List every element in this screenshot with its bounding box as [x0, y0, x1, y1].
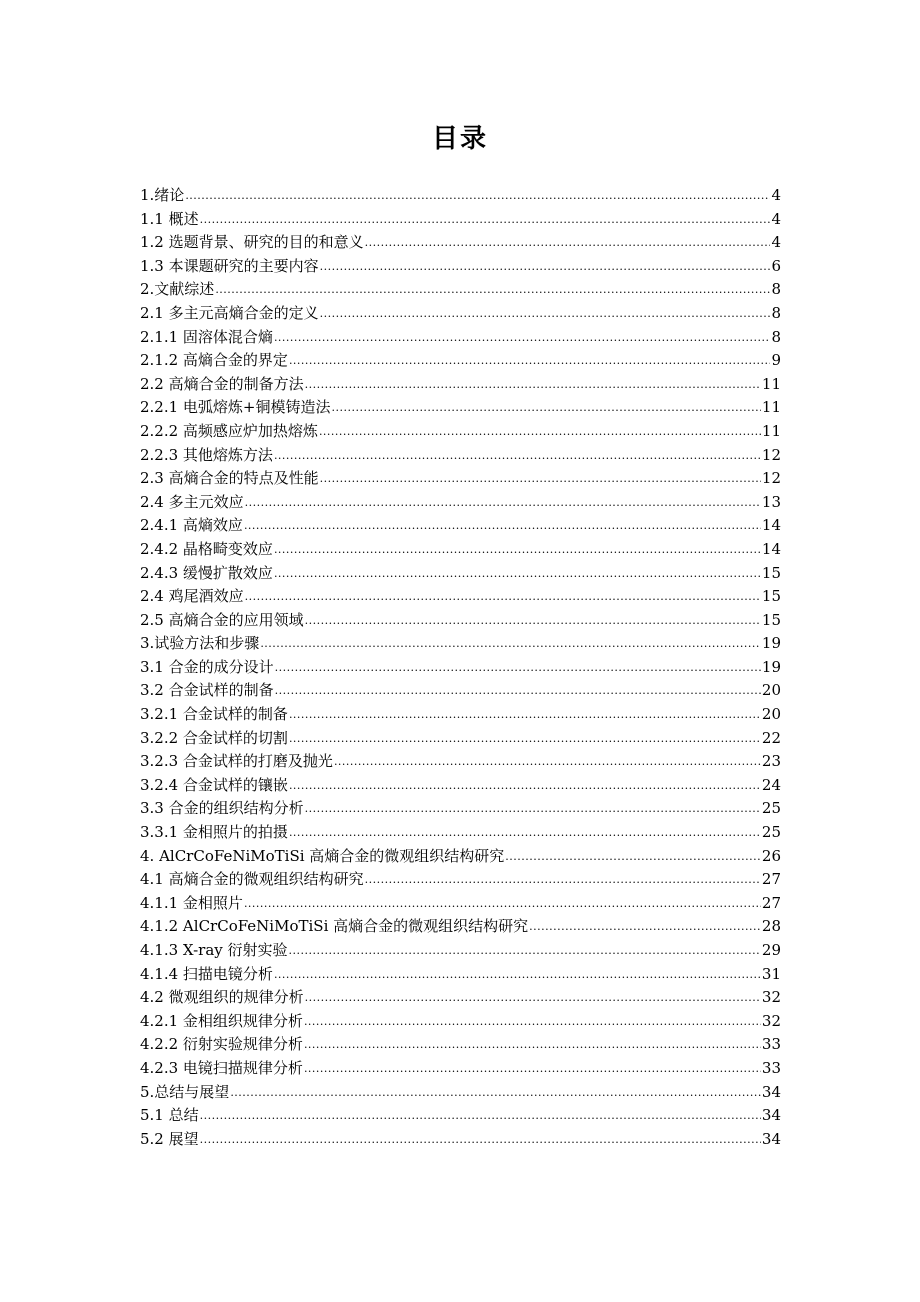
toc-page-number: 19	[761, 634, 781, 653]
toc-page-number: 20	[761, 681, 781, 700]
toc-entry-title: 1.绪论	[140, 186, 185, 204]
toc-page-number: 8	[771, 303, 781, 322]
toc-page-number: 33	[761, 1058, 781, 1077]
toc-entry[interactable]	[140, 184, 781, 208]
toc-leader-dots	[305, 797, 761, 821]
toc-entry-title: 2.4.2 晶格畸变效应	[140, 539, 273, 558]
toc-page-number: 4	[771, 186, 781, 204]
toc-entry-title: 4. AlCrCoFeNiMoTiSi 高熵合金的微观组织结构研究	[140, 846, 505, 865]
toc-entry-title: 4.1.1 金相照片	[140, 893, 243, 912]
toc-entry[interactable]	[140, 420, 781, 444]
toc-entry-title: 2.4.1 高熵效应	[140, 516, 243, 535]
toc-entry-title: 3.试验方法和步骤	[140, 634, 260, 653]
toc-page-number: 9	[771, 351, 781, 370]
toc-entry-title: 1.3 本课题研究的主要内容	[140, 256, 319, 275]
toc-page-number: 15	[761, 587, 781, 606]
toc-entry[interactable]	[140, 797, 781, 821]
toc-entry[interactable]	[140, 278, 781, 302]
toc-page-number: 26	[761, 846, 781, 865]
toc-entry-title: 4.1.3 X-ray 衍射实验	[140, 941, 288, 959]
toc-entry-title: 3.1 合金的成分设计	[140, 657, 274, 676]
toc-page-number: 31	[761, 964, 781, 983]
toc-entry[interactable]	[140, 750, 781, 774]
toc-leader-dots	[274, 562, 761, 586]
toc-page-number: 29	[761, 941, 781, 959]
toc-entry[interactable]	[140, 727, 781, 751]
toc-entry-title: 4.1.4 扫描电镜分析	[140, 964, 273, 983]
toc-leader-dots	[320, 302, 771, 326]
toc-leader-dots	[305, 986, 761, 1010]
toc-leader-dots	[289, 939, 761, 963]
toc-leader-dots	[274, 963, 761, 987]
toc-entry[interactable]	[140, 1128, 781, 1152]
toc-leader-dots	[274, 444, 761, 468]
toc-entry-title: 1.1 概述	[140, 209, 199, 228]
toc-entry[interactable]	[140, 892, 781, 916]
toc-page-number: 15	[761, 610, 781, 629]
toc-entry[interactable]	[140, 373, 781, 397]
toc-page-number: 22	[761, 728, 781, 747]
toc-entry[interactable]	[140, 467, 781, 491]
toc-page-number: 32	[761, 1011, 781, 1030]
toc-leader-dots	[289, 703, 761, 727]
toc-page-number: 11	[761, 374, 781, 393]
toc-leader-dots	[365, 231, 771, 255]
toc-entry[interactable]	[140, 255, 781, 279]
toc-leader-dots	[274, 326, 771, 350]
toc-page-number: 12	[761, 469, 781, 488]
toc-entry-title: 4.1 高熵合金的微观组织结构研究	[140, 870, 364, 889]
toc-entry[interactable]	[140, 656, 781, 680]
toc-entry[interactable]	[140, 491, 781, 515]
toc-page-number: 15	[761, 563, 781, 582]
toc-page-number: 23	[761, 752, 781, 771]
toc-page-number: 12	[761, 445, 781, 464]
toc-leader-dots	[529, 915, 761, 939]
toc-page-number: 27	[761, 870, 781, 889]
toc-leader-dots	[320, 255, 771, 279]
toc-entry[interactable]	[140, 514, 781, 538]
toc-entry-title: 3.2.1 合金试样的制备	[140, 705, 288, 724]
toc-page-number: 4	[771, 209, 781, 228]
toc-page-number: 27	[761, 893, 781, 912]
toc-leader-dots	[289, 821, 761, 845]
toc-leader-dots	[230, 1081, 761, 1105]
page-title: 目录	[431, 124, 488, 154]
toc-page-number: 25	[761, 823, 781, 842]
toc-entry-title: 5.1 总结	[140, 1106, 199, 1125]
toc-leader-dots	[200, 1104, 761, 1128]
toc-entry-title: 3.2.2 合金试样的切割	[140, 728, 288, 747]
toc-entry-title: 2.5 高熵合金的应用领域	[140, 610, 304, 629]
toc-leader-dots	[289, 727, 761, 751]
toc-entry[interactable]	[140, 821, 781, 845]
toc-entry[interactable]	[140, 986, 781, 1010]
toc-entry[interactable]	[140, 562, 781, 586]
toc-page-number: 34	[761, 1129, 781, 1148]
toc-entry[interactable]	[140, 585, 781, 609]
toc-entry[interactable]	[140, 632, 781, 656]
toc-leader-dots	[244, 514, 761, 538]
toc-leader-dots	[289, 349, 771, 373]
toc-entry[interactable]	[140, 1033, 781, 1057]
toc-page-number: 14	[761, 539, 781, 558]
toc-entry-title: 2.4 多主元效应	[140, 492, 244, 511]
toc-leader-dots	[275, 656, 761, 680]
toc-entry[interactable]	[140, 939, 781, 963]
toc-page-number: 32	[761, 988, 781, 1007]
toc-entry[interactable]	[140, 1057, 781, 1081]
toc-entry-title: 3.2 合金试样的制备	[140, 681, 274, 700]
toc-page-number: 25	[761, 799, 781, 818]
toc-entry[interactable]	[140, 302, 781, 326]
toc-page-number: 28	[761, 917, 781, 936]
toc-entry-title: 5.2 展望	[140, 1129, 199, 1148]
toc-page-number: 34	[761, 1082, 781, 1101]
toc-page-number: 11	[761, 421, 781, 440]
toc-leader-dots	[275, 679, 761, 703]
toc-leader-dots	[185, 184, 770, 208]
toc-leader-dots	[304, 1057, 761, 1081]
toc-leader-dots	[274, 538, 761, 562]
toc-entry-title: 2.文献综述	[140, 280, 215, 299]
toc-leader-dots	[304, 1033, 761, 1057]
toc-entry[interactable]	[140, 609, 781, 633]
toc-leader-dots	[215, 278, 770, 302]
toc-entry[interactable]	[140, 326, 781, 350]
toc-entry-title: 2.1 多主元高熵合金的定义	[140, 303, 319, 322]
toc-page-number: 6	[771, 256, 781, 275]
toc-entry[interactable]	[140, 703, 781, 727]
toc-leader-dots	[200, 208, 771, 232]
toc-entry-title: 4.2.2 衍射实验规律分析	[140, 1035, 303, 1054]
toc-entry-title: 2.1.2 高熵合金的界定	[140, 351, 288, 370]
toc-entry[interactable]	[140, 1104, 781, 1128]
toc-page-number: 34	[761, 1106, 781, 1125]
toc-entry-title: 2.3 高熵合金的特点及性能	[140, 469, 319, 488]
toc-leader-dots	[244, 892, 761, 916]
toc-leader-dots	[305, 609, 761, 633]
toc-entry-title: 2.2.1 电弧熔炼+铜模铸造法	[140, 398, 331, 417]
toc-leader-dots	[289, 774, 761, 798]
toc-leader-dots	[245, 491, 761, 515]
toc-entry-title: 4.2.1 金相组织规律分析	[140, 1011, 303, 1030]
toc-entry-title: 3.3 合金的组织结构分析	[140, 799, 304, 818]
toc-page-number: 14	[761, 516, 781, 535]
toc-page-number: 19	[761, 657, 781, 676]
toc-page-number: 24	[761, 775, 781, 794]
toc-entry[interactable]	[140, 915, 781, 939]
toc-list	[140, 184, 781, 1151]
toc-entry[interactable]	[140, 1081, 781, 1105]
toc-leader-dots	[245, 585, 761, 609]
toc-entry-title: 4.2.3 电镜扫描规律分析	[140, 1058, 303, 1077]
toc-entry-title: 1.2 选题背景、研究的目的和意义	[140, 233, 364, 252]
toc-leader-dots	[334, 750, 761, 774]
toc-leader-dots	[260, 632, 761, 656]
toc-entry-title: 2.2.3 其他熔炼方法	[140, 445, 273, 464]
toc-entry-title: 5.总结与展望	[140, 1082, 230, 1101]
toc-entry[interactable]	[140, 396, 781, 420]
toc-entry[interactable]	[140, 1010, 781, 1034]
toc-entry-title: 2.1.1 固溶体混合熵	[140, 327, 273, 346]
toc-leader-dots	[304, 1010, 761, 1034]
toc-entry[interactable]	[140, 774, 781, 798]
toc-page-number: 8	[771, 327, 781, 346]
toc-entry-title: 2.4 鸡尾酒效应	[140, 587, 244, 606]
toc-entry[interactable]	[140, 963, 781, 987]
toc-leader-dots	[505, 845, 761, 869]
toc-entry-title: 2.4.3 缓慢扩散效应	[140, 563, 273, 582]
toc-leader-dots	[305, 373, 761, 397]
toc-page-number: 8	[771, 280, 781, 299]
toc-leader-dots	[200, 1128, 761, 1152]
toc-entry[interactable]	[140, 231, 781, 255]
toc-entry[interactable]	[140, 349, 781, 373]
toc-entry[interactable]	[140, 845, 781, 869]
toc-entry-title: 3.2.4 合金试样的镶嵌	[140, 775, 288, 794]
toc-leader-dots	[320, 467, 761, 491]
toc-page-number: 4	[771, 233, 781, 252]
toc-entry-title: 3.3.1 金相照片的拍摄	[140, 823, 288, 842]
toc-entry[interactable]	[140, 208, 781, 232]
toc-leader-dots	[319, 420, 761, 444]
toc-entry-title: 4.1.2 AlCrCoFeNiMoTiSi 高熵合金的微观组织结构研究	[140, 917, 529, 936]
toc-entry[interactable]	[140, 538, 781, 562]
toc-leader-dots	[332, 396, 761, 420]
toc-entry-title: 2.2.2 高频感应炉加热熔炼	[140, 421, 318, 440]
toc-page-number: 13	[761, 492, 781, 511]
toc-entry[interactable]	[140, 444, 781, 468]
toc-entry-title: 2.2 高熵合金的制备方法	[140, 374, 304, 393]
toc-page-number: 20	[761, 705, 781, 724]
toc-leader-dots	[365, 868, 761, 892]
toc-page-number: 11	[761, 398, 781, 417]
toc-entry-title: 4.2 微观组织的规律分析	[140, 988, 304, 1007]
toc-entry[interactable]	[140, 868, 781, 892]
toc-entry[interactable]	[140, 679, 781, 703]
toc-entry-title: 3.2.3 合金试样的打磨及抛光	[140, 752, 333, 771]
toc-page-number: 33	[761, 1035, 781, 1054]
